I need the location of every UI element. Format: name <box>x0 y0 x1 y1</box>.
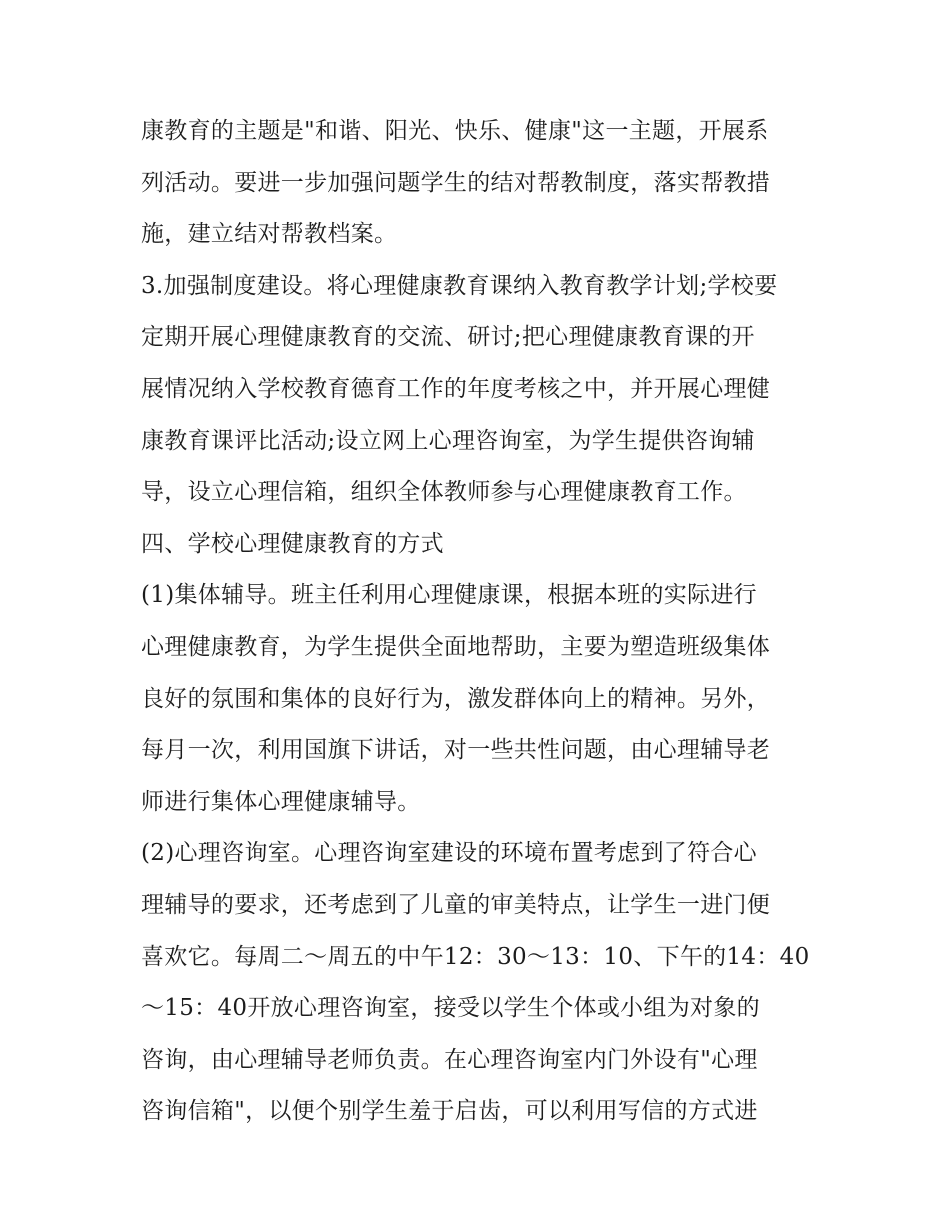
section-heading: 四、学校心理健康教育的方式 <box>141 530 444 557</box>
text-line: 施，建立结对帮教档案。 <box>141 221 398 248</box>
text-line: 康教育课评比活动;设立网上心理咨询室，为学生提供咨询辅 <box>141 427 755 454</box>
text-line: 理辅导的要求，还考虑到了儿童的审美特点，让学生一进门便 <box>141 891 771 918</box>
text-line: 咨询信箱"，以便个别学生羞于启齿，可以利用写信的方式进 <box>141 1098 758 1125</box>
text-line: 展情况纳入学校教育德育工作的年度考核之中，并开展心理健 <box>141 375 771 402</box>
text-line: 咨询，由心理辅导老师负责。在心理咨询室内门外设有"心理 <box>141 1046 758 1073</box>
text-line: 3.加强制度建设。将心理健康教育课纳入教育教学计划;学校要 <box>141 272 778 299</box>
text-line: 心理健康教育，为学生提供全面地帮助，主要为塑造班级集体 <box>141 633 771 660</box>
text-line: 师进行集体心理健康辅导。 <box>141 788 421 815</box>
text-line: ～15：40开放心理咨询室，接受以学生个体或小组为对象的 <box>141 995 760 1022</box>
document-body <box>141 106 821 1138</box>
text-line: 导，设立心理信箱，组织全体教师参与心理健康教育工作。 <box>141 479 747 506</box>
text-line: (2)心理咨询室。心理咨询室建设的环境布置考虑到了符合心 <box>141 840 757 867</box>
text-line: 每月一次，利用国旗下讲话，对一些共性问题，由心理辅导老 <box>141 737 771 764</box>
text-line: 列活动。要进一步加强问题学生的结对帮教制度，落实帮教措 <box>141 169 771 196</box>
text-line: 喜欢它。每周二～周五的中午12：30～13：10、下午的14：40 <box>141 943 810 970</box>
text-line: (1)集体辅导。班主任利用心理健康课，根据本班的实际进行 <box>141 582 757 609</box>
text-line: 康教育的主题是"和谐、阳光、快乐、健康"这一主题，开展系 <box>141 118 769 144</box>
text-line: 定期开展心理健康教育的交流、研讨;把心理健康教育课的开 <box>141 324 755 351</box>
text-line: 良好的氛围和集体的良好行为，激发群体向上的精神。另外， <box>141 685 771 712</box>
